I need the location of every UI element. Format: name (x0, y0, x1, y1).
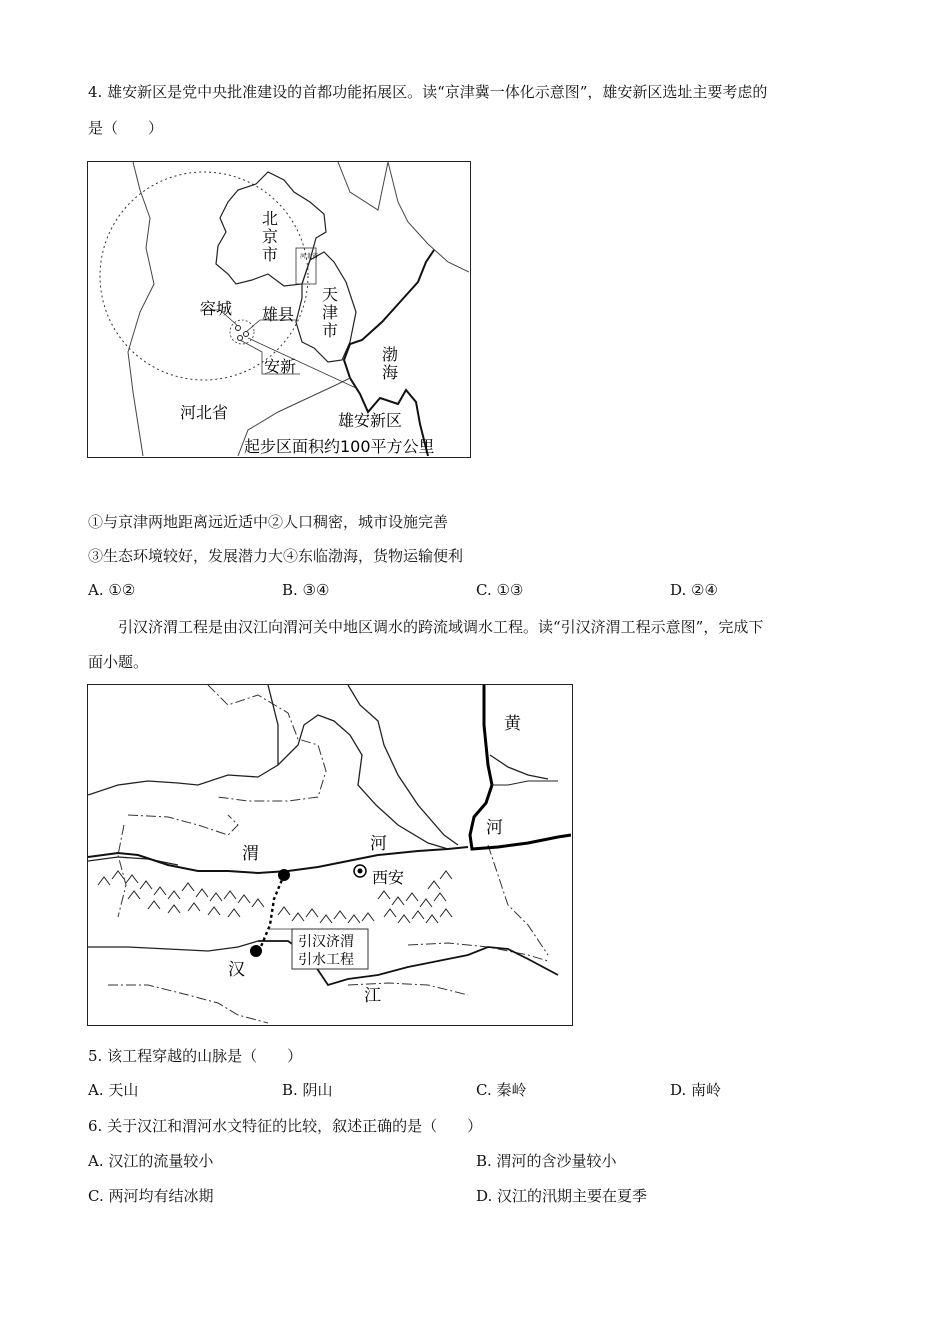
yellow-tributary (492, 781, 558, 785)
tributary-2 (268, 685, 278, 765)
intake-point-wei (278, 869, 290, 881)
rongcheng-dot (236, 326, 241, 331)
he-mid-label: 河 (370, 834, 387, 854)
anxin-dot (238, 336, 243, 341)
q4-option-b[interactable]: B. ③④ (282, 581, 330, 599)
wei-river (88, 847, 468, 873)
xiongxian-dot (244, 332, 249, 337)
q5-option-c[interactable]: C. 秦岭 (476, 1081, 527, 1099)
rongcheng-label: 容城 (200, 299, 233, 318)
jiang-label: 江 (364, 986, 381, 1006)
q5-stem: 5. 该工程穿越的山脉是（ ） (88, 1047, 303, 1065)
intake-point-han (250, 945, 262, 957)
xian-marker-dot (358, 869, 363, 874)
tributary-north (88, 715, 448, 849)
he-right-label: 河 (486, 818, 503, 838)
jingjinji-map (87, 161, 471, 458)
q6-option-c[interactable]: C. 两河均有结冰期 (88, 1187, 214, 1205)
north-border (338, 162, 388, 210)
boundary-4 (108, 985, 268, 1023)
yinhanjiwei-map (87, 684, 573, 1026)
tributary-3 (348, 685, 458, 845)
radius-circle (100, 172, 308, 380)
boundary-5 (488, 845, 548, 955)
jingjinji-map-svg (88, 162, 469, 456)
xiongan-circle (230, 320, 254, 344)
tributary-4 (490, 755, 548, 779)
q4-stem-line1: 4. 雄安新区是党中央批准建设的首都功能拓展区。读“京津冀一体化示意图”，雄安新区选址主要考虑的 (88, 83, 768, 101)
q5-option-b[interactable]: B. 阴山 (282, 1081, 333, 1099)
q5-option-d[interactable]: D. 南岭 (670, 1081, 722, 1099)
west-border (128, 162, 154, 456)
boundary-1 (208, 685, 326, 801)
q5-option-a[interactable]: A. 天山 (88, 1081, 139, 1099)
q4-option-a[interactable]: A. ①② (88, 581, 136, 599)
han-label: 汉 (228, 960, 245, 980)
beijing-label-3: 市 (262, 245, 279, 264)
q4-option-d[interactable]: D. ②④ (670, 581, 718, 599)
xiongxian-label: 雄县 (262, 305, 295, 324)
q6-option-d[interactable]: D. 汉江的汛期主要在夏季 (476, 1187, 648, 1205)
q6-stem: 6. 关于汉江和渭河水文特征的比较，叙述正确的是（ ） (88, 1117, 483, 1135)
area-note-label: 起步区面积约100平方公里 (244, 437, 435, 456)
project-label-2: 引水工程 (298, 952, 354, 968)
anxin-label: 安新 (264, 357, 297, 376)
bohai-label-1: 渤 (382, 345, 399, 364)
hebei-label: 河北省 (180, 403, 229, 422)
tianjin-label-2: 津 (322, 303, 339, 322)
hebei-small-label: 河北省 (300, 253, 319, 260)
yinhanjiwei-map-svg (88, 685, 571, 1024)
bohai-label-2: 海 (382, 363, 399, 382)
han-upper (88, 941, 258, 951)
xian-label: 西安 (372, 868, 405, 887)
beijing-label-1: 北 (262, 209, 279, 228)
tianjin-label-1: 天 (322, 285, 339, 304)
q4-statement-1: ①与京津两地距离远近适中②人口稠密，城市设施完善 (88, 513, 449, 531)
tianjin-label-3: 市 (322, 321, 339, 340)
q6-option-a[interactable]: A. 汉江的流量较小 (88, 1152, 214, 1170)
intro-line2: 面小题。 (88, 653, 149, 671)
beijing-label-2: 京 (262, 227, 279, 246)
q4-option-c[interactable]: C. ①③ (476, 581, 524, 599)
q6-option-b[interactable]: B. 渭河的含沙量较小 (476, 1152, 617, 1170)
project-label-1: 引汉济渭 (298, 934, 354, 950)
northeast-border (388, 162, 469, 272)
boundary-3 (118, 825, 126, 917)
q4-statement-2: ③生态环境较好，发展潜力大④东临渤海，货物运输便利 (88, 547, 464, 565)
boundary-2 (128, 815, 238, 835)
wei-label: 渭 (242, 844, 259, 864)
q4-stem-line2: 是（ ） (88, 119, 164, 137)
intro-line1: 引汉济渭工程是由汉江向渭河关中地区调水的跨流域调水工程。读“引汉济渭工程示意图”，完成下 (118, 618, 764, 636)
huang-label: 黄 (504, 714, 521, 734)
xiongan-label: 雄安新区 (338, 411, 403, 430)
